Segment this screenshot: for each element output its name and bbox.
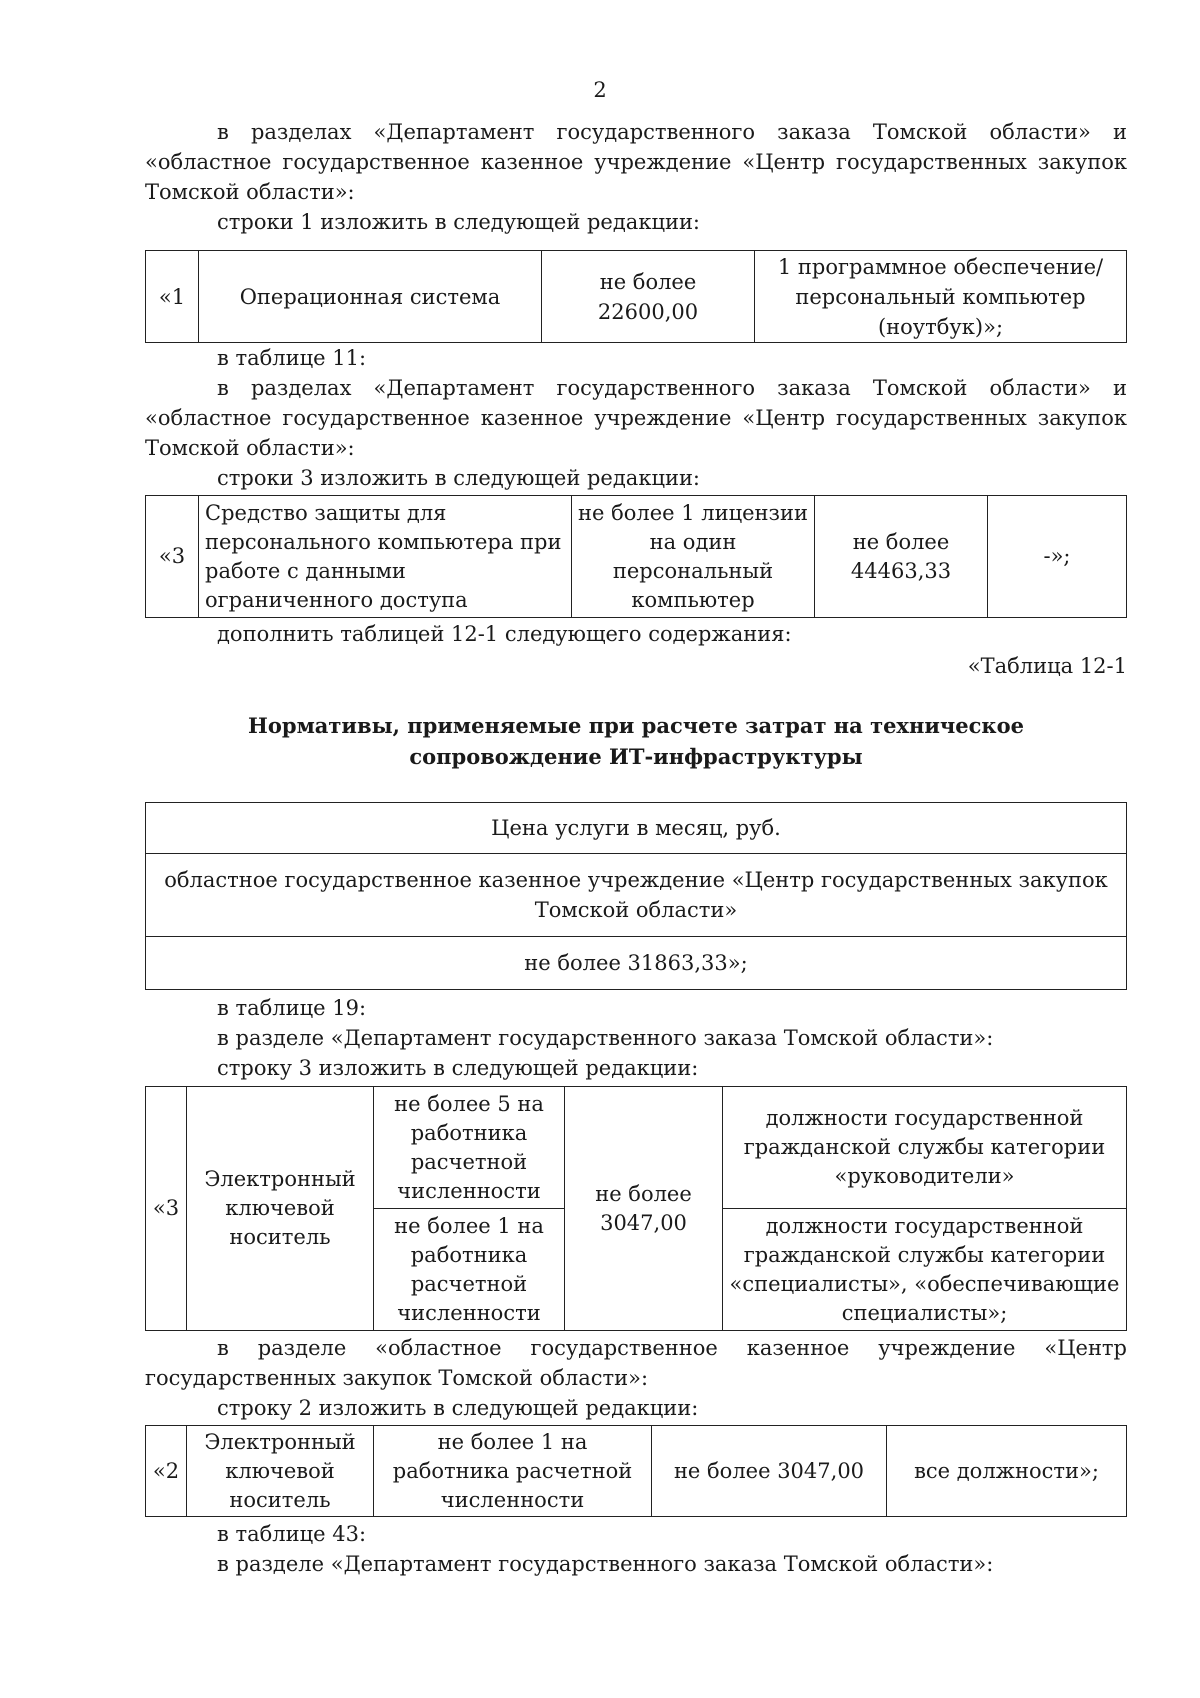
paragraph-add-table: дополнить таблицей 12-1 следующего содержания: [217,622,792,646]
item-price: не более 44463,33 [815,496,988,618]
item-name: Средство защиты для персонального компьютера при работе с данными ограниченного доступа [199,496,572,618]
paragraph-table43: в таблице 43: [217,1522,367,1546]
row-number: «3 [146,1087,187,1331]
price-cell: не более 31863,33»; [146,937,1127,990]
paragraph-rows3-instruction: строки 3 изложить в следующей редакции: [217,466,701,490]
row-number: «1 [146,251,199,343]
paragraph-sections2-line1: в разделах «Департамент государственного заказа Томской области» и [217,376,1127,400]
table-row3-replacement [145,495,1127,618]
row-number: «2 [146,1426,187,1517]
item-extra: -»; [988,496,1127,618]
table-row1-replacement [145,250,1127,343]
positions-cell: все должности»; [887,1426,1127,1517]
item-price: не более 22600,00 [542,251,755,343]
table-row [146,251,1127,343]
paragraph-sections-line2: «областное государственное казенное учреждение «Центр государственных закупок [145,150,1127,174]
paragraph-rows1-instruction: строки 1 изложить в следующей редакции: [217,210,701,234]
item-name: Электронный ключевой носитель [187,1087,374,1331]
organization-cell: областное государственное казенное учреждение «Центр государственных закупок Томской области» [146,854,1127,937]
row-number: «3 [146,496,199,618]
column-header: Цена услуги в месяц, руб. [146,803,1127,854]
paragraph-row2-instruction: строку 2 изложить в следующей редакции: [217,1396,699,1420]
table-label: «Таблица 12-1 [967,654,1127,678]
item-quantity: не более 1 на работника расчетной численности [374,1426,652,1517]
table-row3-keys [145,1086,1127,1331]
table-row2-keys [145,1425,1127,1517]
page-number: 2 [593,78,607,102]
paragraph-sections2-line3: Томской области»: [145,436,355,460]
paragraph-sections-line3: Томской области»: [145,180,355,204]
paragraph-table11: в таблице 11: [217,346,367,370]
item-quantity: 1 программное обеспечение/персональный компьютер (ноутбук)»; [755,251,1127,343]
item-name: Операционная система [199,251,542,343]
paragraph-ogku-section-line2: государственных закупок Томской области»: [145,1366,649,1390]
item-name: Электронный ключевой носитель [187,1426,374,1517]
table-title-line1: Нормативы, применяемые при расчете затрат на техническое [248,713,1024,738]
table-row [146,1426,1127,1517]
paragraph-sections-line1: в разделах «Департамент государственного заказа Томской области» и [217,120,1127,144]
item-price: не более 3047,00 [652,1426,887,1517]
paragraph-table19: в таблице 19: [217,996,367,1020]
table-row [146,1087,1127,1209]
item-quantity: не более 5 на работника расчетной численности [374,1087,565,1209]
table-row [146,803,1127,854]
table-row [146,496,1127,618]
paragraph-department-section-2: в разделе «Департамент государственного заказа Томской области»: [217,1552,994,1576]
paragraph-ogku-section-line1: в разделе «областное государственное казенное учреждение «Центр [217,1336,1127,1360]
positions-cell: должности государственной гражданской службы категории «специалисты», «обеспечивающие специалисты»; [723,1209,1127,1331]
table-title-line2: сопровождение ИТ-инфраструктуры [409,744,863,769]
positions-cell: должности государственной гражданской службы категории «руководители» [723,1087,1127,1209]
item-price: не более 3047,00 [565,1087,723,1331]
table-row [146,937,1127,990]
paragraph-sections2-line2: «областное государственное казенное учреждение «Центр государственных закупок [145,406,1127,430]
paragraph-row3-instruction: строку 3 изложить в следующей редакции: [217,1056,699,1080]
table-12-1 [145,802,1127,990]
item-quantity: не более 1 на работника расчетной численности [374,1209,565,1331]
item-quantity: не более 1 лицензии на один персональный компьютер [572,496,815,618]
table-row [146,854,1127,937]
paragraph-department-section: в разделе «Департамент государственного заказа Томской области»: [217,1026,994,1050]
